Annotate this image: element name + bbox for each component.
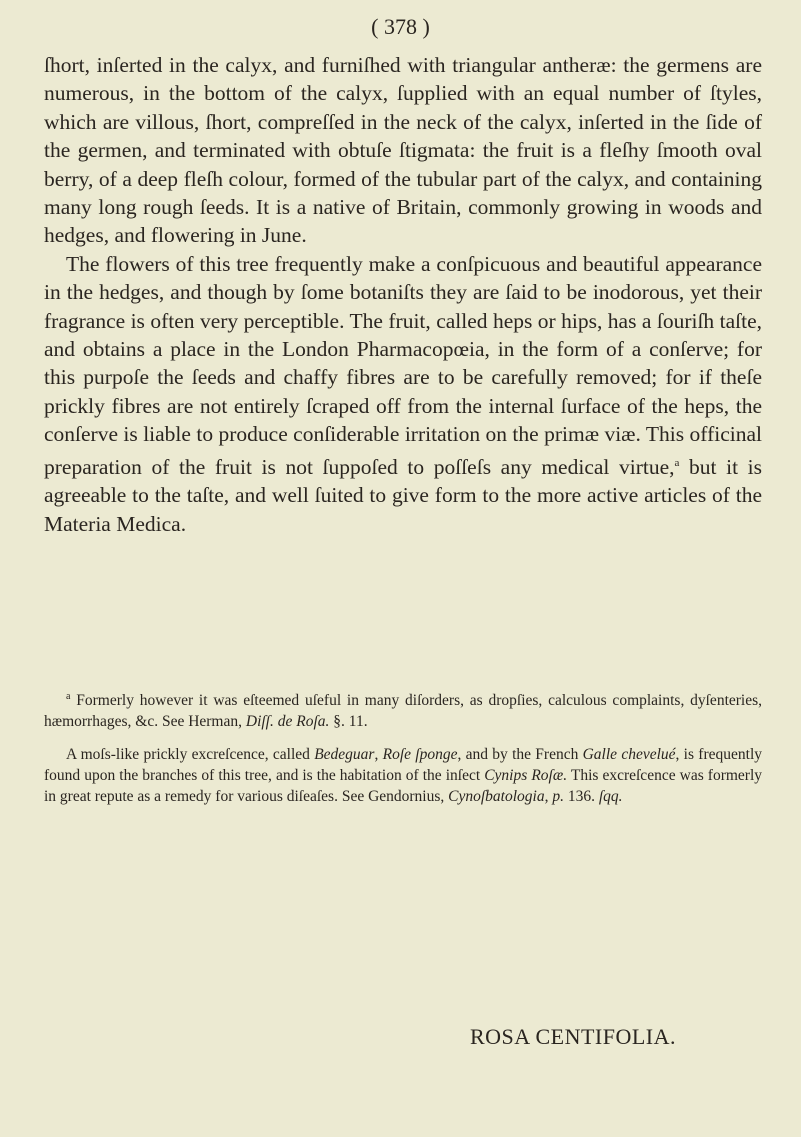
t: , [374, 746, 383, 764]
i: Bedeguar [314, 746, 375, 764]
page-number: ( 378 ) [371, 14, 430, 39]
paragraph-text: but it is agreeable to the taſte, and well ſuited to give form to the more active articles of the Materia Medica. [44, 454, 762, 536]
footnote-italic: Diſſ. de Roſa. [245, 713, 330, 731]
t: , and by the French [457, 746, 583, 764]
footnote-text: Formerly however it was eſteemed uſeful in many diſorders, as dropſies, calculous complaints, dyſenteries, hæmorrhages, &c. See Herman, [44, 692, 763, 731]
t: , [544, 788, 553, 806]
t: , is frequently found upon the branches of this tree, and is the habitation of the inſect [44, 746, 762, 785]
t: 136. [563, 788, 599, 806]
i: ſqq. [598, 788, 623, 806]
footnote-ref: a [674, 456, 680, 469]
i: Cynips Roſæ. [484, 767, 568, 785]
footnote-text: §. 11. [329, 713, 368, 731]
i: p. [552, 788, 564, 806]
caption: ROSA CENTIFOLIA. [470, 1024, 677, 1049]
i: Roſe ſponge [382, 746, 458, 764]
paragraph: ſhort, inſerted in the calyx, and furniſhed with triangular antheræ: the germens are numerous, in the bottom of the calyx, ſupplied with an equal number of ſtyles, which are villous, ſhort, compreſſed in the neck of the calyx, inſerted in the ſide of the germen, and terminated with obtuſe ſtigmata: the fruit is a fleſhy ſmooth oval berry, of a deep fleſh colour, formed of the tubular part of the calyx, and containing many long rough ſeeds. It is a native of Britain, commonly growing in woods and hedges, and flowering in June. [44, 53, 762, 248]
note [44, 744, 762, 807]
footnote [44, 686, 762, 732]
footnote-marker: a [66, 691, 71, 702]
paragraph [44, 250, 762, 538]
t: This excreſcence was formerly in great repute as a remedy for various diſeaſes. See Gendornius, [44, 767, 763, 806]
main-text [44, 51, 762, 538]
paragraph-text: The flowers of this tree frequently make a conſpicuous and beautiful appearance in the hedges, and though by ſome botaniſts they are ſaid to be inodorous, yet their fragrance is often very perceptible. The fruit, called heps or hips, has a ſouriſh taſte, and obtains a place in the London Pharmacopœia, in the form of a conſerve; for this purpoſe the ſeeds and chaffy fibres are to be carefully removed; for if theſe prickly fibres are not entirely ſcraped off from the internal ſurface of the heps, the conſerve is liable to produce conſiderable irritation on the primæ viæ. This officinal preparation of the fruit is not ſuppoſed to poſſeſs any medical virtue, [44, 251, 762, 479]
notes [44, 686, 762, 819]
t: A moſs-like prickly excreſcence, called [66, 746, 315, 764]
i: Galle chevelué [582, 746, 676, 764]
i: Cynoſbatologia [448, 788, 545, 806]
